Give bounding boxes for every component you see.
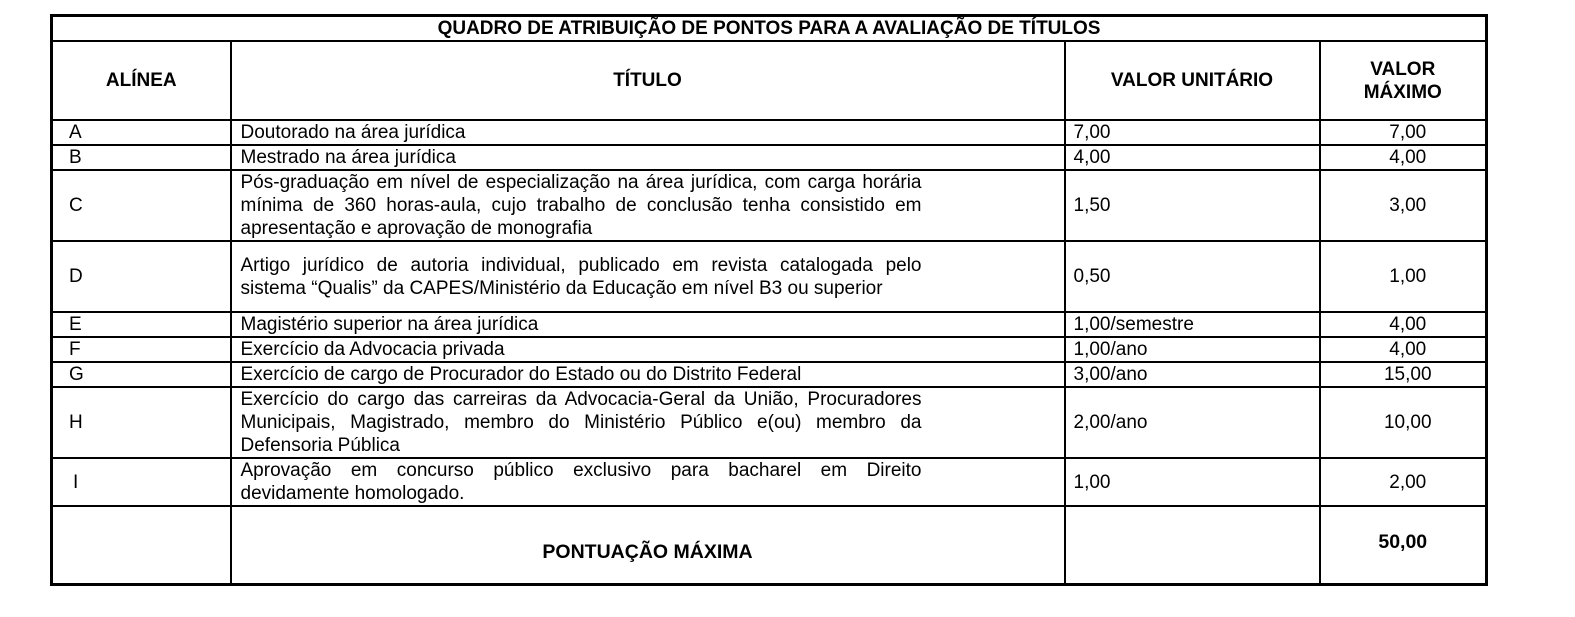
cell-titulo: Mestrado na área jurídica [231, 145, 1065, 170]
table-row [52, 120, 1487, 145]
table-row [52, 145, 1487, 170]
header-alinea: ALÍNEA [52, 41, 231, 120]
total-alinea-empty [52, 506, 231, 585]
table-row [52, 170, 1487, 241]
cell-valor-maximo: 4,00 [1320, 145, 1487, 170]
cell-titulo: Artigo jurídico de autoria individual, publicado em revista catalogada pelo sistema “Qualis” da CAPES/Ministério da Educação em nível B3 ou superior [231, 241, 1065, 312]
total-valor-maximo: 50,00 [1320, 506, 1487, 585]
cell-valor-maximo: 10,00 [1320, 387, 1487, 458]
header-titulo: TÍTULO [231, 41, 1065, 120]
cell-titulo: Magistério superior na área jurídica [231, 312, 1065, 337]
table-row [52, 312, 1487, 337]
cell-alinea: B [52, 145, 231, 170]
table-title-row [52, 16, 1487, 42]
cell-alinea: C [52, 170, 231, 241]
table-title: QUADRO DE ATRIBUIÇÃO DE PONTOS PARA A AVALIAÇÃO DE TÍTULOS [52, 16, 1487, 42]
cell-valor-maximo: 4,00 [1320, 337, 1487, 362]
cell-valor-unitario: 1,00/ano [1065, 337, 1320, 362]
cell-valor-unitario: 0,50 [1065, 241, 1320, 312]
header-valor-unitario: VALOR UNITÁRIO [1065, 41, 1320, 120]
cell-alinea: H [52, 387, 231, 458]
cell-valor-unitario: 1,00 [1065, 458, 1320, 506]
cell-alinea: E [52, 312, 231, 337]
total-label: PONTUAÇÃO MÁXIMA [231, 506, 1065, 585]
points-table [50, 14, 1488, 586]
cell-valor-maximo: 2,00 [1320, 458, 1487, 506]
cell-alinea: I [52, 458, 231, 506]
cell-valor-maximo: 1,00 [1320, 241, 1487, 312]
cell-titulo: Exercício da Advocacia privada [231, 337, 1065, 362]
table-row [52, 241, 1487, 312]
cell-titulo: Pós-graduação em nível de especialização na área jurídica, com carga horária mínima de 360 horas-aula, cujo trabalho de conclusão tenha consistido em apresentação e aprovação de monografia [231, 170, 1065, 241]
cell-valor-maximo: 7,00 [1320, 120, 1487, 145]
cell-valor-unitario: 2,00/ano [1065, 387, 1320, 458]
header-valor-maximo-line1: VALOR [1370, 58, 1436, 80]
table-row [52, 362, 1487, 387]
cell-valor-unitario: 1,50 [1065, 170, 1320, 241]
table-row [52, 458, 1487, 506]
cell-titulo: Doutorado na área jurídica [231, 120, 1065, 145]
cell-alinea: G [52, 362, 231, 387]
cell-titulo: Exercício do cargo das carreiras da Advocacia-Geral da União, Procuradores Municipais, Magistrado, membro do Ministério Público e(ou) membro da Defensoria Pública [231, 387, 1065, 458]
cell-alinea: D [52, 241, 231, 312]
cell-titulo: Aprovação em concurso público exclusivo para bacharel em Direito devidamente homologado. [231, 458, 1065, 506]
cell-valor-unitario: 1,00/semestre [1065, 312, 1320, 337]
header-row [52, 41, 1487, 120]
header-valor-maximo [1320, 41, 1487, 120]
cell-valor-unitario: 3,00/ano [1065, 362, 1320, 387]
cell-valor-maximo: 3,00 [1320, 170, 1487, 241]
table-row [52, 337, 1487, 362]
cell-alinea: A [52, 120, 231, 145]
cell-titulo: Exercício de cargo de Procurador do Estado ou do Distrito Federal [231, 362, 1065, 387]
cell-alinea: F [52, 337, 231, 362]
cell-valor-unitario: 4,00 [1065, 145, 1320, 170]
cell-valor-unitario: 7,00 [1065, 120, 1320, 145]
table-row [52, 387, 1487, 458]
cell-valor-maximo: 15,00 [1320, 362, 1487, 387]
cell-valor-maximo: 4,00 [1320, 312, 1487, 337]
total-row [52, 506, 1487, 585]
header-valor-maximo-line2: MÁXIMO [1363, 81, 1442, 103]
total-valor-unitario [1065, 506, 1320, 585]
